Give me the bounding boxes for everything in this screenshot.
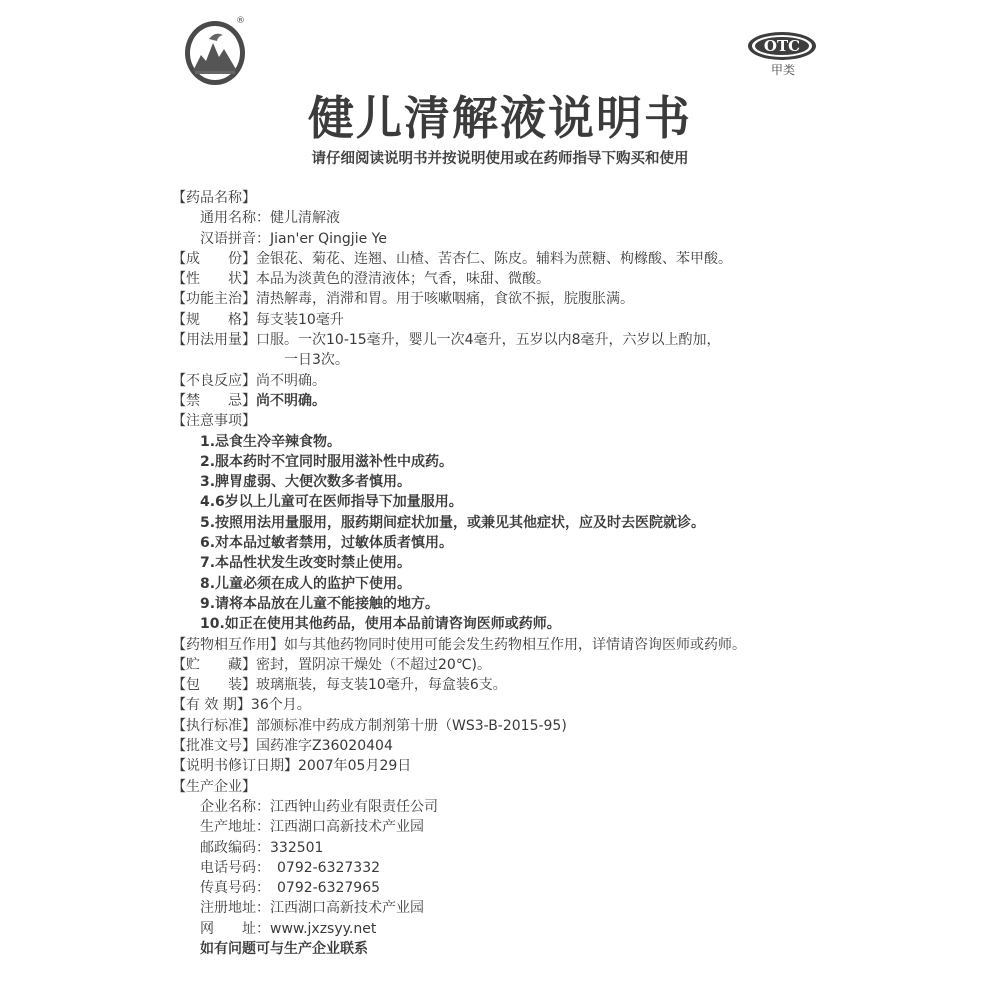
- indications-row: [172, 289, 992, 309]
- otc-badge-text: OTC: [763, 37, 801, 55]
- interactions-row: [172, 635, 992, 655]
- otc-badge: [747, 31, 817, 61]
- generic-name: 通用名称：健儿清解液: [200, 210, 340, 227]
- precaution-item: 5.按照用法用量服用，服药期间症状加量，或兼见其他症状，应及时去医院就诊。: [200, 514, 706, 531]
- ingredients-label: 【成 份】: [172, 250, 256, 267]
- validity-row: [172, 695, 992, 715]
- revision-text: 2007年05月29日: [298, 758, 412, 775]
- manufacturer-name: 企业名称：江西钟山药业有限责任公司: [200, 798, 438, 815]
- indications-label: 【功能主治】: [172, 291, 256, 308]
- storage-label: 【贮 藏】: [172, 656, 256, 673]
- approval-row: [172, 736, 992, 756]
- validity-label: 【有 效 期】: [172, 697, 251, 714]
- precaution-item: 2.服本药时不宜同时服用滋补性中成药。: [200, 453, 454, 470]
- contraindication-text: 尚不明确。: [256, 392, 326, 409]
- ingredients-text: 金银花、菊花、连翘、山楂、苦杏仁、陈皮。辅料为蔗糖、枸橼酸、苯甲酸。: [256, 250, 732, 267]
- validity-text: 36个月。: [250, 697, 311, 714]
- precaution-item: 7.本品性状发生改变时禁止使用。: [200, 555, 412, 572]
- contraindication-label: 【禁 忌】: [172, 392, 256, 409]
- storage-row: [172, 655, 992, 675]
- manufacturer-fax: 传真号码： 0792-6327965: [200, 880, 381, 897]
- document-title: 健儿清解液说明书: [308, 91, 692, 145]
- storage-text: 密封，置阴凉干燥处（不超过20℃)。: [256, 656, 491, 673]
- dosage-label: 【用法用量】: [172, 332, 256, 349]
- dosage-text: 口服。一次10-15毫升，婴儿一次4毫升，五岁以内8毫升，六岁以上酌加，: [256, 332, 721, 349]
- dosage-row: [172, 330, 992, 350]
- company-logo-icon: [183, 19, 247, 87]
- ingredients-row: [172, 249, 992, 269]
- precaution-item: 8.儿童必须在成人的监护下使用。: [200, 575, 412, 592]
- precaution-item: 3.脾胃虚弱、大便次数多者慎用。: [200, 474, 412, 491]
- adverse-row: [172, 371, 992, 391]
- approval-label: 【批准文号】: [172, 738, 256, 755]
- spec-text: 每支装10毫升: [256, 311, 344, 328]
- manufacturer-phone: 电话号码： 0792-6327332: [200, 859, 381, 876]
- leaflet-body: [172, 188, 992, 959]
- indications-text: 清热解毒，消滞和胃。用于咳嗽咽痛，食欲不振，脘腹胀满。: [256, 291, 634, 308]
- precaution-item: 10.如正在使用其他药品，使用本品前请咨询医师或药师。: [200, 616, 561, 633]
- precautions-heading: 【注意事项】: [172, 413, 256, 430]
- package-text: 玻璃瓶装，每支装10毫升，每盒装6支。: [256, 677, 507, 694]
- standard-text: 部颁标准中药成方制剂第十册（WS3-B-2015-95): [256, 717, 567, 734]
- adverse-label: 【不良反应】: [172, 372, 256, 389]
- dosage-text-continued: 一日3次。: [284, 352, 349, 369]
- document-subtitle: 请仔细阅读说明书并按说明使用或在药师指导下购买和使用: [311, 151, 689, 167]
- precaution-item: 1.忌食生冷辛辣食物。: [200, 433, 342, 450]
- manufacturer-heading: 【生产企业】: [172, 778, 256, 795]
- registered-mark: ®: [236, 16, 245, 26]
- standard-row: [172, 716, 992, 736]
- contact-note: 如有问题可与生产企业联系: [200, 940, 368, 957]
- revision-row: [172, 756, 992, 776]
- manufacturer-address: 生产地址：江西湖口高新技术产业园: [200, 819, 424, 836]
- precaution-item: 4.6岁以上儿童可在医师指导下加量服用。: [200, 494, 463, 511]
- package-label: 【包 装】: [172, 677, 256, 694]
- interactions-text: 如与其他药物同时使用可能会发生药物相互作用，详情请咨询医师或药师。: [284, 636, 746, 653]
- precaution-item: 9.请将本品放在儿童不能接触的地方。: [200, 595, 440, 612]
- spec-row: [172, 310, 992, 330]
- otc-class-label: 甲类: [770, 63, 795, 77]
- manufacturer-registered-address: 注册地址：江西湖口高新技术产业园: [200, 900, 424, 917]
- package-row: [172, 675, 992, 695]
- interactions-label: 【药物相互作用】: [172, 636, 284, 653]
- properties-row: [172, 269, 992, 289]
- properties-text: 本品为淡黄色的澄清液体；气香，味甜、微酸。: [256, 271, 550, 288]
- revision-label: 【说明书修订日期】: [172, 758, 298, 775]
- properties-label: 【性 状】: [172, 271, 256, 288]
- manufacturer-postcode: 邮政编码：332501: [200, 839, 324, 856]
- manufacturer-website: 网 址：www.jxzsyy.net: [200, 920, 377, 937]
- spec-label: 【规 格】: [172, 311, 256, 328]
- drug-name-heading: 【药品名称】: [172, 190, 256, 206]
- precaution-item: 6.对本品过敏者禁用，过敏体质者慎用。: [200, 535, 454, 552]
- approval-text: 国药准字Z36020404: [256, 738, 393, 755]
- contraindication-row: [172, 391, 992, 411]
- adverse-text: 尚不明确。: [256, 372, 326, 389]
- standard-label: 【执行标准】: [172, 717, 256, 734]
- pinyin-name: 汉语拼音：Jian'er Qingjie Ye: [200, 230, 387, 247]
